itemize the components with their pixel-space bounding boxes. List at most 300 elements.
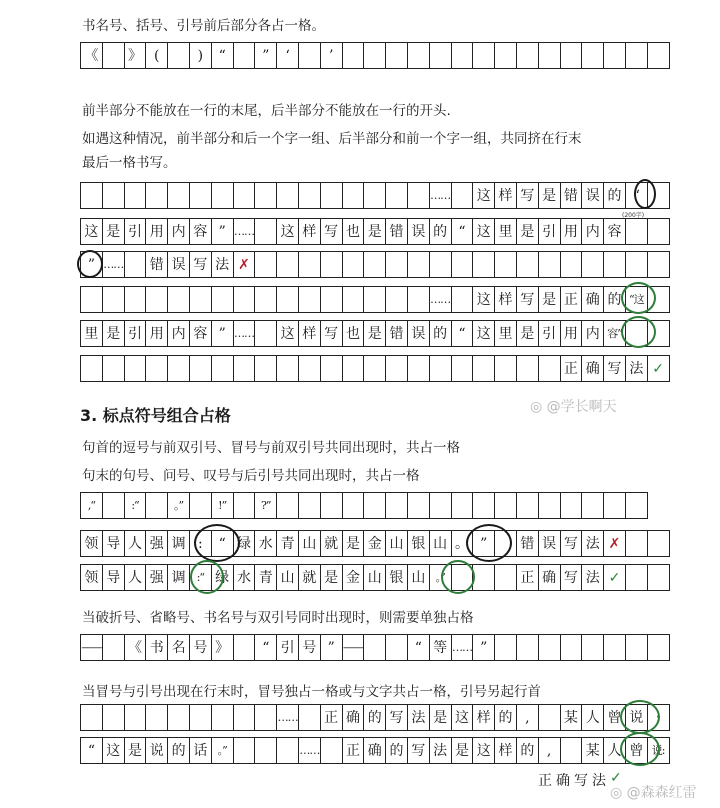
grid-cell	[168, 356, 190, 381]
grid-cell: 青	[277, 531, 299, 556]
grid-cell: ,	[517, 705, 539, 730]
grid-cell	[604, 493, 626, 518]
grid-cell: 人	[125, 565, 147, 590]
grid-cell: 确	[364, 738, 386, 763]
grid-row-13	[80, 737, 670, 764]
grid-cell: (	[146, 43, 168, 68]
grid-cell	[81, 356, 103, 381]
grid-cell: 调	[168, 531, 190, 556]
grid-cell: 法	[212, 252, 234, 277]
grid-cell: ‘	[277, 43, 299, 68]
grid-cell	[495, 43, 517, 68]
grid-cell: 调	[168, 565, 190, 590]
grid-cell: 是	[125, 738, 147, 763]
grid-cell: 人	[604, 738, 626, 763]
grid-cell: 也	[343, 219, 365, 244]
grid-cell	[343, 252, 365, 277]
grid-cell	[452, 252, 474, 277]
grid-cell	[146, 356, 168, 381]
grid-cell: 的	[604, 287, 626, 312]
grid-cell: 说	[626, 705, 648, 730]
grid-cell	[604, 252, 626, 277]
grid-cell: 金	[343, 565, 365, 590]
grid-cell: 某	[582, 738, 604, 763]
grid-cell: 山	[408, 565, 430, 590]
grid-cell: 。”	[212, 738, 234, 763]
grid-cell: 曾	[604, 705, 626, 730]
grid-cell	[103, 635, 125, 660]
check-mark-icon: ✓	[604, 565, 626, 590]
grid-cell: 这	[473, 321, 495, 346]
grid-cell: 里	[495, 219, 517, 244]
grid-cell	[321, 493, 343, 518]
grid-cell: “	[626, 183, 648, 208]
grid-cell	[604, 635, 626, 660]
grid-cell	[408, 287, 430, 312]
grid-cell: 容	[190, 321, 212, 346]
grid-cell	[299, 183, 321, 208]
grid-cell	[364, 493, 386, 518]
text-line-3: 如遇这种情况，前半部分和后一个字一组、后半部分和前一个字一组，共同挤在行末	[82, 131, 582, 147]
grid-cell	[277, 493, 299, 518]
grid-cell: 里	[81, 321, 103, 346]
grid-cell: ’	[321, 43, 343, 68]
text-line-4: 最后一格书写。	[82, 155, 177, 171]
grid-cell	[648, 219, 670, 244]
grid-cell: 名	[168, 635, 190, 660]
grid-cell	[343, 356, 365, 381]
grid-cell: 《	[125, 635, 147, 660]
grid-cell	[626, 219, 648, 244]
grid-cell	[408, 493, 430, 518]
grid-cell	[626, 635, 648, 660]
grid-cell: 导	[103, 531, 125, 556]
grid-cell	[495, 635, 517, 660]
grid-cell	[299, 252, 321, 277]
grid-cell: ……	[234, 219, 256, 244]
grid-cell: 正	[561, 356, 583, 381]
grid-cell	[452, 183, 474, 208]
grid-cell: 是	[452, 738, 474, 763]
grid-cell: “这	[626, 287, 648, 312]
grid-cell	[648, 43, 670, 68]
grid-cell	[277, 252, 299, 277]
grid-cell	[234, 43, 256, 68]
grid-cell	[386, 493, 408, 518]
grid-row-3	[80, 218, 670, 245]
grid-cell: 用	[146, 219, 168, 244]
grid-cell: ?”	[255, 493, 277, 518]
grid-cell: 误	[168, 252, 190, 277]
grid-cell: 样	[495, 183, 517, 208]
grid-cell	[146, 287, 168, 312]
grid-row-7	[80, 355, 670, 382]
grid-cell: 这	[473, 183, 495, 208]
grid-cell: “	[408, 635, 430, 660]
grid-cell	[190, 493, 212, 518]
grid-cell	[386, 43, 408, 68]
grid-cell: )	[190, 43, 212, 68]
grid-cell	[277, 738, 299, 763]
grid-cell: 引	[539, 321, 561, 346]
grid-cell: ……	[452, 635, 474, 660]
grid-cell	[125, 183, 147, 208]
grid-cell	[255, 219, 277, 244]
grid-cell	[255, 321, 277, 346]
grid-cell	[517, 252, 539, 277]
grid-cell	[168, 183, 190, 208]
grid-cell	[299, 493, 321, 518]
grid-cell: 是	[539, 183, 561, 208]
grid-row-8	[80, 492, 648, 519]
grid-cell: 容”	[604, 321, 626, 346]
grid-cell: 。	[452, 531, 474, 556]
grid-cell: 正	[321, 705, 343, 730]
grid-cell	[255, 356, 277, 381]
grid-cell	[168, 287, 190, 312]
grid-cell: 写	[386, 705, 408, 730]
grid-cell	[386, 356, 408, 381]
grid-cell: 绿	[212, 565, 234, 590]
grid-cell: 。”	[430, 565, 452, 590]
grid-cell	[364, 287, 386, 312]
grid-cell: 写	[408, 738, 430, 763]
grid-cell: ……	[430, 287, 452, 312]
grid-cell: 引	[125, 321, 147, 346]
grid-cell: :	[190, 531, 212, 556]
grid-cell: :	[648, 705, 670, 730]
grid-cell	[234, 493, 256, 518]
grid-cell: ”	[81, 252, 103, 277]
grid-cell	[495, 493, 517, 518]
grid-cell	[81, 705, 103, 730]
grid-cell	[495, 356, 517, 381]
x-mark-icon: ✗	[234, 252, 256, 277]
grid-cell	[364, 635, 386, 660]
grid-cell: 就	[321, 531, 343, 556]
grid-cell	[626, 252, 648, 277]
grid-cell	[626, 43, 648, 68]
grid-cell: 是	[103, 321, 125, 346]
grid-cell: 的	[430, 219, 452, 244]
grid-cell	[561, 252, 583, 277]
grid-cell: 的	[364, 705, 386, 730]
grid-cell	[626, 493, 648, 518]
grid-cell	[364, 356, 386, 381]
grid-cell	[582, 252, 604, 277]
grid-cell: 法	[582, 565, 604, 590]
grid-cell: :“	[190, 565, 212, 590]
grid-cell	[473, 252, 495, 277]
grid-cell	[408, 43, 430, 68]
grid-cell: 号	[190, 635, 212, 660]
grid-cell: 山	[277, 565, 299, 590]
grid-cell	[539, 43, 561, 68]
grid-cell: 水	[234, 565, 256, 590]
grid-cell	[234, 705, 256, 730]
grid-cell: 强	[146, 565, 168, 590]
grid-cell: 。”	[168, 493, 190, 518]
grid-cell: 号	[299, 635, 321, 660]
grid-cell: 就	[299, 565, 321, 590]
grid-cell: !”	[212, 493, 234, 518]
grid-cell	[539, 493, 561, 518]
grid-cell: 是	[321, 565, 343, 590]
grid-cell	[539, 705, 561, 730]
weibo-logo-icon: ◎	[530, 399, 543, 415]
grid-cell: 引	[125, 219, 147, 244]
grid-cell: 用	[561, 321, 583, 346]
grid-cell	[517, 356, 539, 381]
grid-cell: 确	[582, 356, 604, 381]
grid-cell	[495, 252, 517, 277]
grid-cell: 某	[561, 705, 583, 730]
grid-cell: 话	[190, 738, 212, 763]
text-line-6: 句末的句号、问号、叹号与后引号共同出现时，共占一格	[82, 468, 420, 484]
grid-cell: 引	[277, 635, 299, 660]
grid-cell	[343, 43, 365, 68]
grid-cell: “	[452, 219, 474, 244]
grid-cell	[582, 43, 604, 68]
grid-cell	[343, 493, 365, 518]
grid-cell: ,	[539, 738, 561, 763]
grid-cell	[517, 43, 539, 68]
grid-cell: 绿	[234, 531, 256, 556]
grid-cell: 银	[386, 565, 408, 590]
grid-cell	[234, 183, 256, 208]
grid-cell: 导	[103, 565, 125, 590]
grid-cell: 人	[125, 531, 147, 556]
grid-cell: 误	[408, 219, 430, 244]
grid-cell: 的	[386, 738, 408, 763]
grid-cell: 法	[582, 531, 604, 556]
grid-cell	[430, 356, 452, 381]
grid-cell: 写	[517, 287, 539, 312]
grid-cell: 正	[561, 287, 583, 312]
grid-cell: 的	[168, 738, 190, 763]
grid-cell	[299, 287, 321, 312]
grid-cell	[430, 493, 452, 518]
grid-cell: 是	[103, 219, 125, 244]
grid-cell: 山	[430, 531, 452, 556]
grid-cell: 内	[168, 321, 190, 346]
grid-cell: 确	[343, 705, 365, 730]
grid-cell	[103, 705, 125, 730]
grid-cell	[299, 356, 321, 381]
grid-cell	[539, 356, 561, 381]
grid-cell: 金	[364, 531, 386, 556]
grid-cell	[299, 43, 321, 68]
grid-cell: 误	[408, 321, 430, 346]
grid-cell: 曾	[626, 738, 648, 763]
grid-cell	[386, 287, 408, 312]
grid-row-9	[80, 530, 670, 557]
grid-cell: 写	[190, 252, 212, 277]
grid-cell	[168, 705, 190, 730]
grid-cell: ,“	[81, 493, 103, 518]
text-line-1: 书名号、括号、引号前后部分各占一格。	[82, 18, 325, 34]
highlight-circle	[621, 282, 656, 314]
grid-cell	[125, 252, 147, 277]
grid-cell	[561, 738, 583, 763]
grid-cell: “	[212, 531, 234, 556]
grid-cell: 这	[473, 738, 495, 763]
grid-cell: ”	[212, 219, 234, 244]
grid-cell	[408, 252, 430, 277]
grid-cell: 内	[168, 219, 190, 244]
grid-cell	[234, 356, 256, 381]
char-count-note: (200字)	[622, 212, 645, 219]
grid-cell: 强	[146, 531, 168, 556]
highlight-circle	[466, 524, 512, 562]
grid-cell: 这	[473, 287, 495, 312]
grid-cell	[343, 287, 365, 312]
grid-cell	[103, 493, 125, 518]
grid-cell: 错	[561, 183, 583, 208]
grid-cell	[648, 565, 670, 590]
grid-cell: “	[81, 738, 103, 763]
section-heading: 3. 标点符号组合占格	[80, 406, 231, 425]
grid-cell: 错	[517, 531, 539, 556]
watermark-1: ◎ @学长啊天	[530, 399, 617, 415]
grid-cell: 用	[561, 219, 583, 244]
grid-cell: 内	[582, 321, 604, 346]
grid-cell	[168, 43, 190, 68]
highlight-circle	[190, 560, 224, 594]
grid-cell	[234, 635, 256, 660]
grid-cell	[321, 252, 343, 277]
grid-cell: 错	[386, 219, 408, 244]
highlight-circle	[621, 316, 656, 348]
grid-cell: ”	[473, 531, 495, 556]
highlight-circle	[620, 732, 660, 766]
grid-cell: 容	[190, 219, 212, 244]
grid-cell	[604, 43, 626, 68]
grid-cell: 误	[582, 183, 604, 208]
grid-cell	[212, 705, 234, 730]
grid-cell	[190, 183, 212, 208]
grid-cell	[430, 43, 452, 68]
grid-cell	[277, 356, 299, 381]
grid-cell	[364, 183, 386, 208]
grid-cell	[125, 705, 147, 730]
grid-cell: ……	[103, 252, 125, 277]
grid-cell	[321, 356, 343, 381]
grid-cell: 《	[81, 43, 103, 68]
grid-cell	[81, 287, 103, 312]
grid-cell	[386, 183, 408, 208]
grid-cell	[343, 183, 365, 208]
grid-cell: ——	[81, 635, 103, 660]
grid-cell: ……	[277, 705, 299, 730]
highlight-circle	[77, 250, 103, 278]
grid-cell	[103, 356, 125, 381]
grid-cell	[255, 252, 277, 277]
grid-cell	[626, 531, 648, 556]
grid-cell: “	[452, 321, 474, 346]
grid-cell: 法	[626, 356, 648, 381]
grid-cell	[517, 635, 539, 660]
grid-cell: 山	[364, 565, 386, 590]
grid-cell	[452, 43, 474, 68]
grid-cell: 是	[364, 321, 386, 346]
grid-cell: 是	[539, 287, 561, 312]
watermark-2: ◎ @森森红雷	[610, 785, 697, 801]
grid-row-6	[80, 320, 670, 347]
grid-cell	[234, 738, 256, 763]
grid-cell	[626, 565, 648, 590]
grid-cell: 写	[321, 219, 343, 244]
grid-cell	[648, 252, 670, 277]
weibo-logo-icon: ◎	[610, 785, 623, 801]
grid-row-10	[80, 564, 670, 591]
highlight-circle	[441, 560, 475, 594]
grid-cell	[561, 635, 583, 660]
grid-cell: 样	[299, 321, 321, 346]
grid-cell	[517, 493, 539, 518]
highlight-circle	[194, 524, 240, 562]
grid-cell	[212, 356, 234, 381]
grid-cell: 写	[321, 321, 343, 346]
grid-cell: “	[255, 635, 277, 660]
grid-cell	[430, 252, 452, 277]
grid-cell	[561, 493, 583, 518]
grid-cell: 的	[517, 738, 539, 763]
grid-cell: 是	[364, 219, 386, 244]
grid-cell: 人	[582, 705, 604, 730]
grid-cell: 误	[539, 531, 561, 556]
grid-cell	[299, 705, 321, 730]
grid-cell	[452, 493, 474, 518]
grid-cell: ……	[430, 183, 452, 208]
grid-cell	[103, 183, 125, 208]
text-line-7: 当破折号、省略号、书名号与双引号同时出现时，则需要单独占格	[82, 610, 474, 626]
grid-row-4	[80, 251, 670, 278]
grid-cell: 这	[277, 321, 299, 346]
grid-cell: 样	[495, 738, 517, 763]
grid-cell: 样	[473, 705, 495, 730]
grid-cell	[212, 183, 234, 208]
grid-cell: 的	[604, 183, 626, 208]
grid-cell: :“	[125, 493, 147, 518]
grid-cell: ……	[234, 321, 256, 346]
grid-cell	[495, 565, 517, 590]
grid-cell	[452, 356, 474, 381]
grid-cell: 的	[495, 705, 517, 730]
grid-cell	[473, 43, 495, 68]
grid-cell	[386, 252, 408, 277]
grid-cell: ……	[299, 738, 321, 763]
grid-cell: 是	[343, 531, 365, 556]
grid-cell: 正	[343, 738, 365, 763]
grid-cell	[364, 43, 386, 68]
grid-row-11	[80, 634, 670, 661]
grid-cell	[146, 183, 168, 208]
grid-cell: 样	[495, 287, 517, 312]
highlight-circle	[634, 179, 656, 209]
grid-cell: 错	[146, 252, 168, 277]
grid-row-12	[80, 704, 670, 731]
grid-cell: 里	[495, 321, 517, 346]
grid-cell: 也	[343, 321, 365, 346]
grid-cell	[582, 493, 604, 518]
grid-cell: 银	[408, 531, 430, 556]
grid-cell	[452, 287, 474, 312]
grid-cell: 写	[517, 183, 539, 208]
text-line-2: 前半部分不能放在一行的末尾，后半部分不能放在一行的开头.	[82, 103, 451, 119]
tail-correct-label: 正 确 写 法 ✓	[538, 770, 622, 789]
grid-cell	[125, 287, 147, 312]
